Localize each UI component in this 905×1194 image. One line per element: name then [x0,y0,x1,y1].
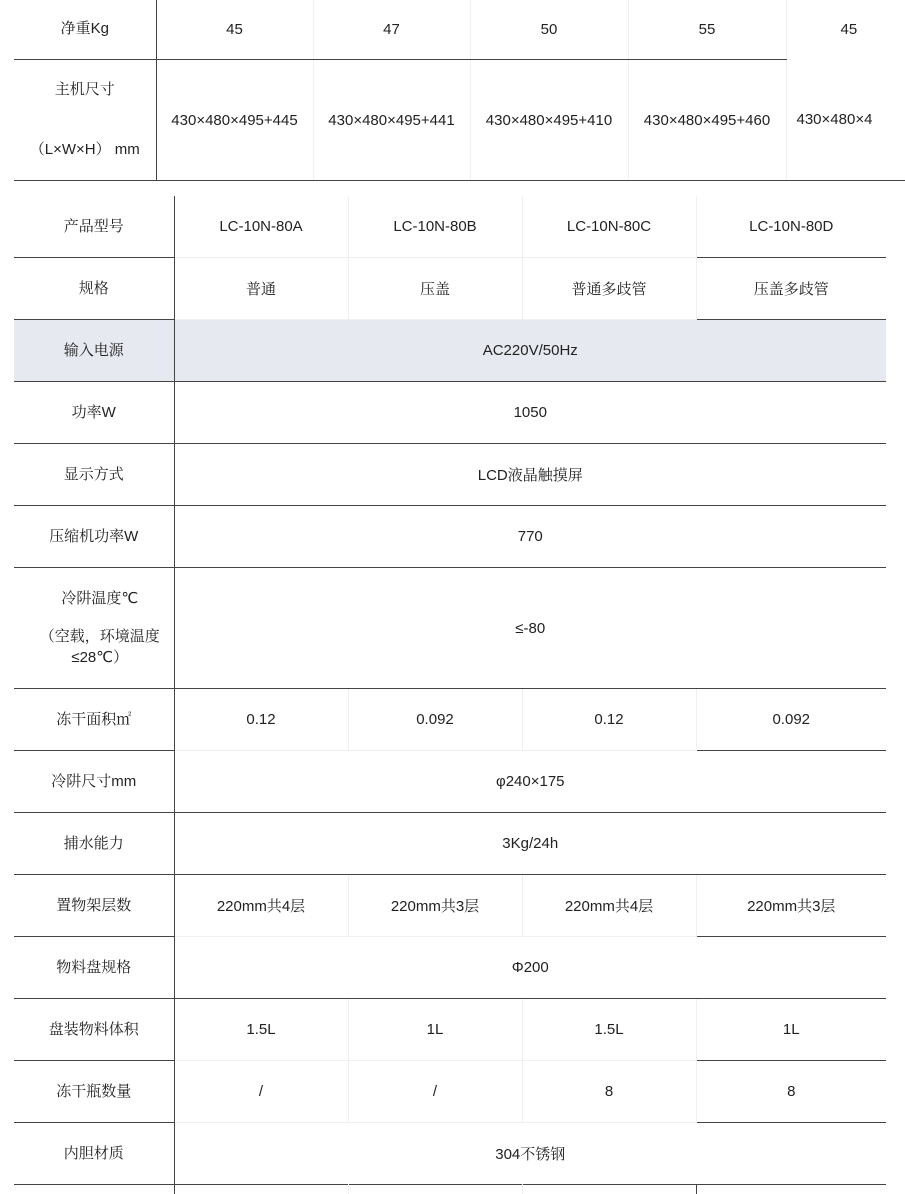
cell-value: 55 [628,0,786,60]
cell-value: 3Kg/24h [174,813,886,875]
row-label: 物料盘规格 [14,937,174,999]
cell-value: 普通 [174,258,348,320]
table-row-model [14,196,886,258]
cell-value: 220mm共4层 [174,875,348,937]
cell-value: LC-10N-80D [696,196,886,258]
cell-value: 1050 [174,382,886,444]
table-row-vial-count [14,1061,886,1123]
cell-value: 0.092 [696,689,886,751]
row-label: 压缩机功率W [14,506,174,568]
cell-value: 压盖 [348,258,522,320]
row-label: 输入电源 [14,320,174,382]
cell-value: ≤-80 [174,568,886,689]
table-row-tray-spec [14,937,886,999]
cell-value: 220mm共4层 [522,875,696,937]
cell-value: AC220V/50Hz [174,320,886,382]
label-line: 冷阱温度℃ [61,590,139,607]
table-divider [174,1184,175,1194]
row-label [14,60,156,181]
cell-value: 430×480×4 [786,60,905,181]
row-label: 置物架层数 [14,875,174,937]
table-row-net-weight [14,0,905,60]
cell-value: 430×480×495+460 [628,60,786,181]
cell-value: 0.092 [348,689,522,751]
row-label: 净重Kg [14,0,156,60]
table-row-freeze-area [14,689,886,751]
cell-value: 50 [470,0,628,60]
table-row-liner-material [14,1123,886,1185]
cell-value: 1L [696,999,886,1061]
row-label: 盘装物料体积 [14,999,174,1061]
main-spec-table [14,196,886,1185]
row-label: 产品型号 [14,196,174,258]
table-divider [348,1184,349,1194]
cell-value: 压盖多歧管 [696,258,886,320]
table-row-tray-volume [14,999,886,1061]
cell-value: Φ200 [174,937,886,999]
row-label [14,568,174,689]
cell-value: 430×480×495+410 [470,60,628,181]
cell-value: / [348,1061,522,1123]
top-spec-table [14,0,905,181]
cell-value: 770 [174,506,886,568]
cell-value: 8 [696,1061,886,1123]
row-label: 内胆材质 [14,1123,174,1185]
cell-value: 8 [522,1061,696,1123]
table-divider [522,1184,523,1194]
cell-value: 45 [156,0,313,60]
cell-value: 1.5L [522,999,696,1061]
cell-value: 430×480×495+445 [156,60,313,181]
cell-value: 430×480×495+441 [313,60,470,181]
cell-value: 220mm共3层 [348,875,522,937]
label-line: （空载，环境温度≤28℃） [39,628,160,666]
table-row-dimensions [14,60,905,181]
cell-value: 220mm共3层 [696,875,886,937]
cell-value: 普通多歧管 [522,258,696,320]
row-label: 冻干瓶数量 [14,1061,174,1123]
table-row-compressor [14,506,886,568]
row-label: 显示方式 [14,444,174,506]
row-label: 捕水能力 [14,813,174,875]
cell-value: LC-10N-80B [348,196,522,258]
table-row-cold-trap-size [14,751,886,813]
cell-value: φ240×175 [174,751,886,813]
row-label: 规格 [14,258,174,320]
cell-value: LC-10N-80C [522,196,696,258]
cell-value: 0.12 [174,689,348,751]
table-divider [696,1184,697,1194]
table-row-power-input [14,320,886,382]
row-label: 冻干面积㎡ [14,689,174,751]
cell-value: 0.12 [522,689,696,751]
label-line: 主机尺寸 [54,81,115,98]
cell-value: / [174,1061,348,1123]
table-row-cold-trap-temp [14,568,886,689]
row-label: 功率W [14,382,174,444]
row-label: 冷阱尺寸mm [14,751,174,813]
cell-value: LC-10N-80A [174,196,348,258]
cell-value: 304不锈钢 [174,1123,886,1185]
cell-value: 47 [313,0,470,60]
table-row-spec [14,258,886,320]
cell-value: LCD液晶触摸屏 [174,444,886,506]
table-row-water-capture [14,813,886,875]
cell-value: 1L [348,999,522,1061]
table-row-display [14,444,886,506]
cell-value: 1.5L [174,999,348,1061]
label-line: （L×W×H） mm [29,141,140,158]
table-row-shelf-layers [14,875,886,937]
cell-value: 45 [786,0,905,60]
table-row-power [14,382,886,444]
